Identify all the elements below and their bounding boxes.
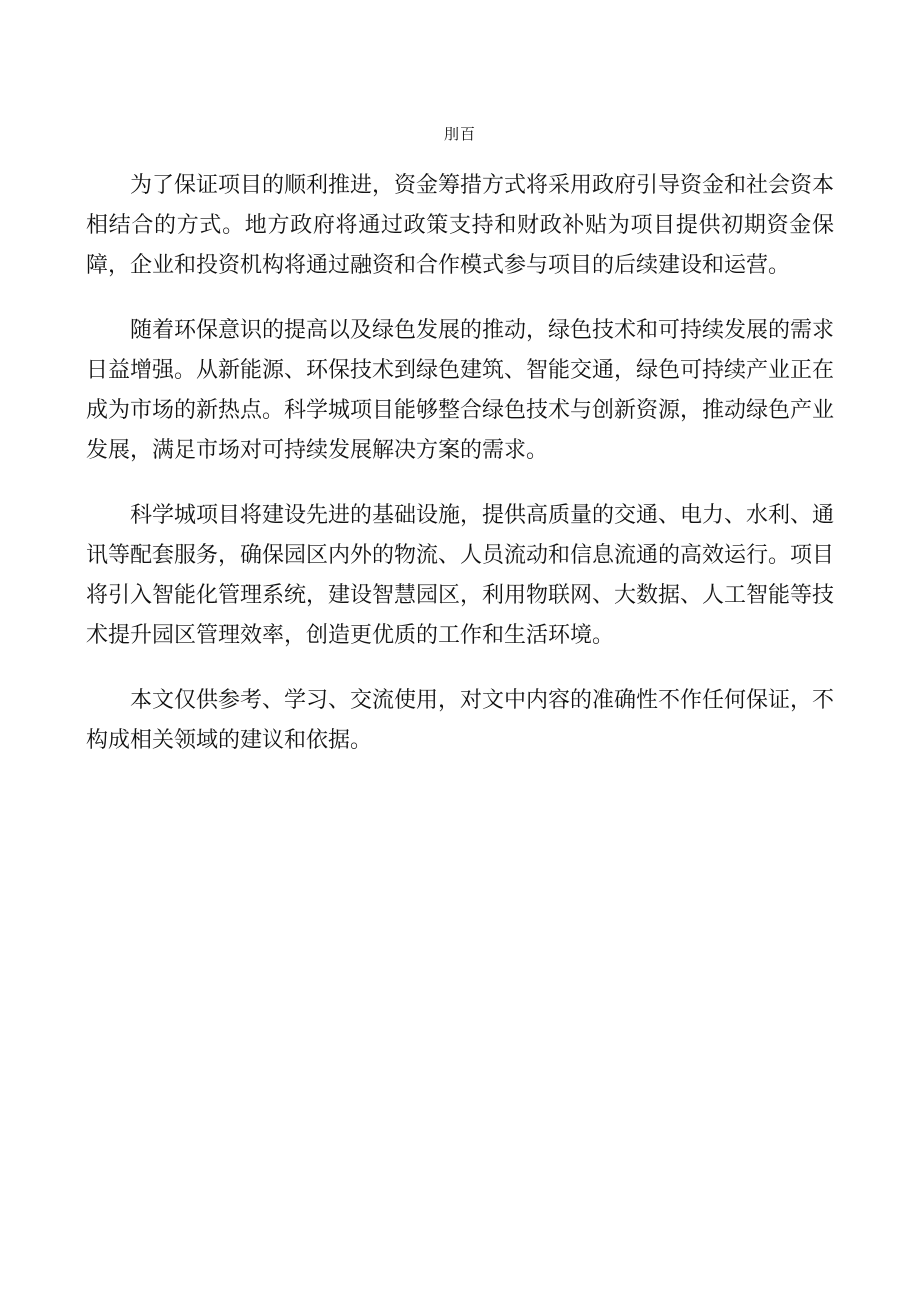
paragraph-green-tech: 随着环保意识的提高以及绿色发展的推动，绿色技术和可持续发展的需求日益增强。从新能源、环保技术到绿色建筑、智能交通，绿色可持续产业正在成为市场的新热点。科学城项目能够整合绿色技术与创新资源，推动绿色产业发展，满足市场对可持续发展解决方案的需求。 — [86, 318, 835, 463]
paragraph-funding: 为了保证项目的顺利推进，资金筹措方式将采用政府引导资金和社会资本相结合的方式。地方政府将通过政策支持和财政补贴为项目提供初期资金保障，企业和投资机构将通过融资和合作模式参与项目的后续建设和运营。 — [86, 173, 835, 278]
page-heading: 刖百 — [443, 125, 476, 143]
paragraph-infrastructure: 科学城项目将建设先进的基础设施，提供高质量的交通、电力、水利、通讯等配套服务，确保园区内外的物流、人员流动和信息流通的高效运行。项目将引入智能化管理系统，建设智慧园区，利用物联网、大数据、人工智能等技术提升园区管理效率，创造更优质的工作和生活环境。 — [86, 503, 835, 648]
paragraph-disclaimer: 本文仅供参考、学习、交流使用，对文中内容的准确性不作任何保证，不构成相关领域的建议和依据。 — [86, 688, 835, 753]
document-body — [86, 166, 834, 786]
